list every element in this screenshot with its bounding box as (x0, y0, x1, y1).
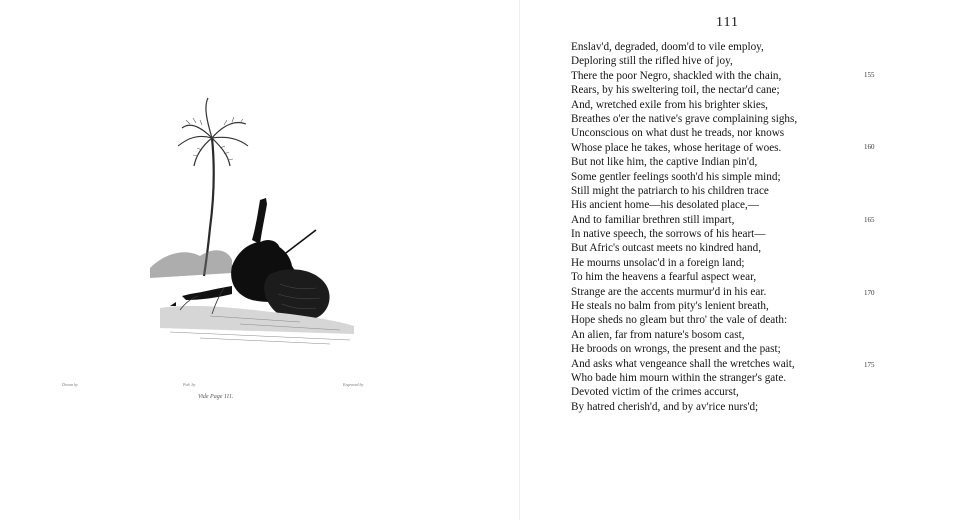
verse-line: Unconscious on what dust he treads, nor knows (571, 127, 785, 140)
verse-line: Deploring still the rifled hive of joy, (571, 55, 733, 68)
page-number: 111 (716, 15, 739, 30)
verse-line: By hatred cherish'd, and by av'rice nurs'd; (571, 400, 759, 413)
engraving-illustration (120, 88, 360, 358)
verse-line: His ancient home—his desolated place,— (571, 199, 759, 212)
engraver-credit: Engraved by (343, 382, 364, 387)
verse-line: He mourns unsolac'd in a foreign land; (571, 256, 745, 269)
verse-line: He broods on wrongs, the present and the past; (571, 343, 781, 356)
verse-line: Hope sheds no gleam but thro' the vale of death: (571, 314, 788, 327)
verse-line: There the poor Negro, shackled with the chain, (571, 69, 782, 82)
plate-caption: Vide Page 111. (198, 394, 234, 400)
verse-line: And, wretched exile from his brighter skies, (571, 98, 768, 111)
verse-line: Breathes o'er the native's grave complaining sighs, (571, 112, 798, 125)
verse-line: To him the heavens a fearful aspect wear, (571, 271, 757, 284)
verse-line: But not like him, the captive Indian pin'd, (571, 156, 758, 169)
line-number: 165 (864, 216, 875, 224)
verse-line: Devoted victim of the crimes accurst, (571, 386, 739, 399)
publisher-credit: Pub. by (183, 382, 196, 387)
verse-line: An alien, far from nature's bosom cast, (571, 328, 745, 341)
verse-line: And asks what vengeance shall the wretches wait, (571, 357, 795, 370)
verse-line: In native speech, the sorrows of his heart— (571, 228, 766, 241)
verse-line: Strange are the accents murmur'd in his ear. (571, 285, 767, 298)
verse-line: Some gentler feelings sooth'd his simple mind; (571, 170, 781, 183)
verse-line: Whose place he takes, whose heritage of woes. (571, 141, 782, 154)
line-number: 160 (864, 143, 875, 151)
verse-line: But Afric's outcast meets no kindred hand, (571, 242, 761, 255)
verse-line: Enslav'd, degraded, doom'd to vile employ, (571, 41, 764, 53)
verse-line: Rears, by his sweltering toil, the nectar'd cane; (571, 84, 780, 97)
text-page (520, 0, 980, 520)
line-number: 155 (864, 71, 875, 79)
poem-text (571, 40, 901, 414)
verse-line: He steals no balm from pity's lenient breath, (571, 300, 769, 313)
verse-line: And to familiar brethren still impart, (571, 213, 735, 226)
artist-credit: Drawn by (62, 382, 78, 387)
line-number: 170 (864, 289, 875, 297)
verse-line: Still might the patriarch to his children trace (571, 184, 769, 197)
line-number: 175 (864, 361, 875, 369)
verse-line: Who bade him mourn within the stranger's gate. (571, 371, 787, 384)
